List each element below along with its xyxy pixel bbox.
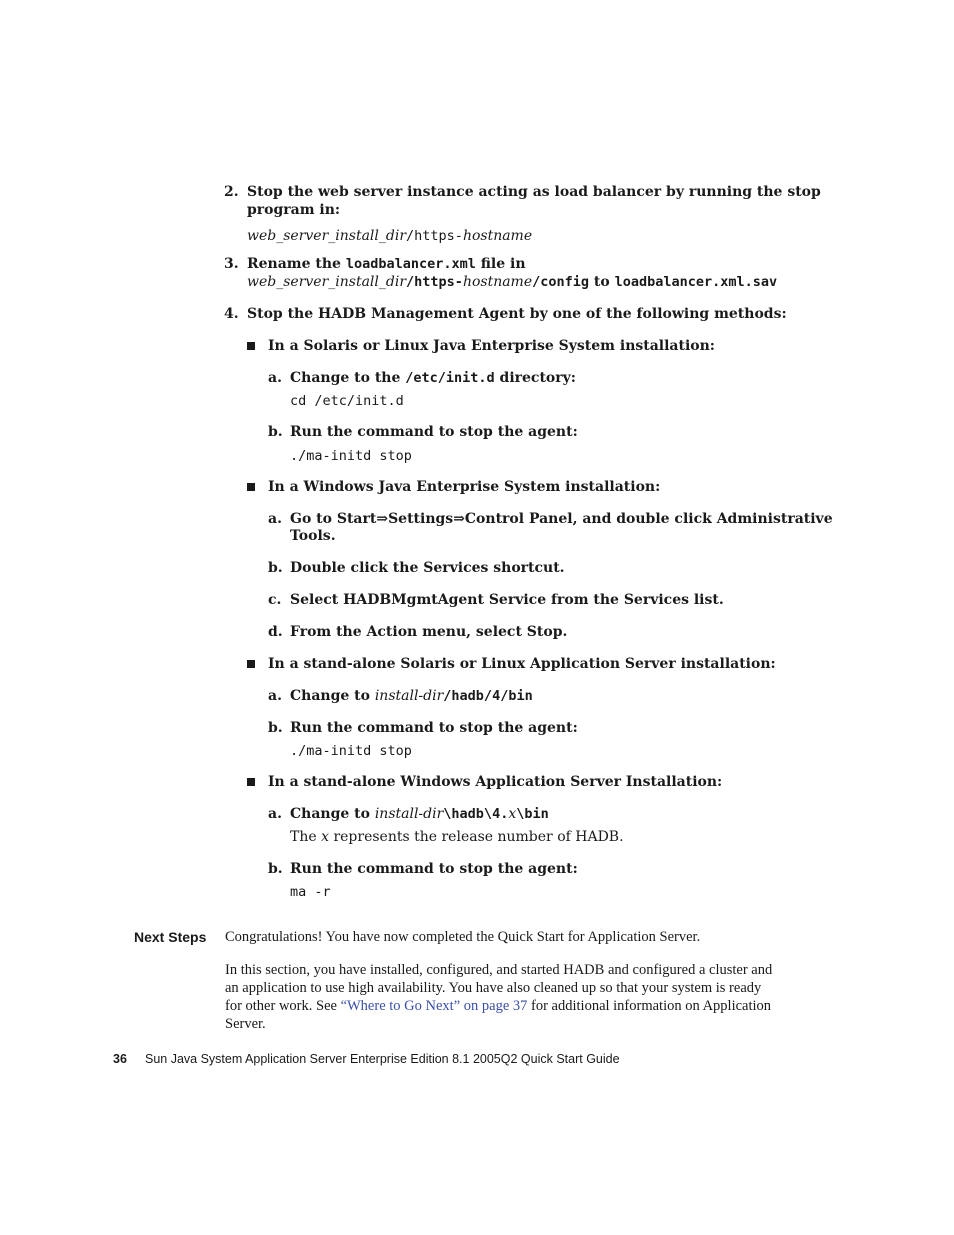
- group-4-a-label: a.: [268, 806, 282, 822]
- g1-a-text-1: Change to the: [290, 370, 406, 386]
- group-4-title: In a stand-alone Windows Application Server Installation:: [268, 774, 723, 790]
- step-3-to: to: [589, 274, 615, 290]
- g4-a-code-2: \bin: [516, 806, 549, 822]
- step-3-text-2: file in: [475, 256, 526, 272]
- group-4-b-command: ma -r: [290, 884, 331, 900]
- next-steps-paragraph-2: [225, 961, 777, 1033]
- next-steps-heading: Next Steps: [134, 929, 207, 945]
- g3-a-code: /hadb/4/bin: [443, 688, 533, 704]
- group-3-title: In a stand-alone Solaris or Linux Application Server installation:: [268, 656, 776, 672]
- g4-a-text: Change to: [290, 806, 375, 822]
- g4-a-code-1: \hadb\4.: [443, 806, 509, 822]
- bullet-icon: [247, 778, 255, 786]
- group-2-title: In a Windows Java Enterprise System installation:: [268, 479, 661, 495]
- g4-note-x: x: [321, 829, 329, 845]
- group-3-a-text: [290, 688, 533, 704]
- step-3-config: /config: [532, 274, 590, 290]
- bullet-icon: [247, 342, 255, 350]
- step-3-newfile: loadbalancer.xml.sav: [614, 274, 778, 290]
- step-2-text-line2: program in:: [247, 202, 341, 218]
- g4-a-x: x: [508, 806, 517, 822]
- group-2-a-line2: Tools.: [290, 528, 336, 544]
- group-1-b-command: ./ma-initd stop: [290, 448, 412, 464]
- step-3-text: Rename the: [247, 256, 346, 272]
- path-https: /https-: [406, 228, 463, 244]
- step-2-text-line1: Stop the web server instance acting as load balancer by running the stop: [247, 184, 821, 200]
- g4-note-1: The: [290, 829, 322, 845]
- path-host: hostname: [462, 228, 533, 244]
- path-dir: web_server_install_dir: [247, 228, 407, 244]
- group-1-a-text: [290, 370, 576, 386]
- group-1-a-label: a.: [268, 370, 282, 386]
- group-4-b-text: Run the command to stop the agent:: [290, 861, 578, 877]
- group-3-b-label: b.: [268, 720, 283, 736]
- group-3-b-command: ./ma-initd stop: [290, 743, 412, 759]
- bullet-icon: [247, 483, 255, 491]
- g3-a-text: Change to: [290, 688, 375, 704]
- group-1-a-command: cd /etc/init.d: [290, 393, 404, 409]
- step-3-file: loadbalancer.xml: [345, 256, 476, 272]
- p2-text-after: for additional information on Application Server.: [225, 998, 772, 1032]
- step-3-dir: web_server_install_dir: [247, 274, 407, 290]
- step-4-number: 4.: [224, 306, 239, 322]
- p2-text: In this section, you have installed, configured, and started HADB and configured a cluster and an application to use high availability. You have also cleaned up so that your system is ready for other work. See: [225, 962, 773, 1014]
- next-steps-paragraph-1: Congratulations! You have now completed the Quick Start for Application Server.: [225, 929, 701, 945]
- footer-title: Sun Java System Application Server Enterprise Edition 8.1 2005Q2 Quick Start Guide: [145, 1052, 620, 1066]
- group-1-b-label: b.: [268, 424, 283, 440]
- group-4-b-label: b.: [268, 861, 283, 877]
- group-2-d-text: From the Action menu, select Stop.: [290, 624, 568, 640]
- step-3-host: hostname: [462, 274, 533, 290]
- g1-a-code: /etc/init.d: [405, 370, 495, 386]
- g4-note-2: represents the release number of HADB.: [329, 829, 624, 845]
- step-4-text: Stop the HADB Management Agent by one of the following methods:: [247, 306, 787, 322]
- g1-a-text-2: directory:: [494, 370, 576, 386]
- step-3-https: /https-: [406, 274, 463, 290]
- group-2-b-text: Double click the Services shortcut.: [290, 560, 565, 576]
- step-2-path: [247, 225, 532, 244]
- group-4-a-note: [290, 829, 624, 845]
- group-2-a-line1: Go to Start⇒Settings⇒Control Panel, and double click Administrative: [290, 511, 833, 527]
- group-3-b-text: Run the command to stop the agent:: [290, 720, 578, 736]
- g4-a-dir: install-dir: [374, 806, 444, 822]
- where-to-go-next-link[interactable]: “Where to Go Next” on page 37: [340, 998, 528, 1014]
- step-3-line2: [247, 274, 777, 290]
- group-2-c-text: Select HADBMgmtAgent Service from the Services list.: [290, 592, 724, 608]
- group-1-b-text: Run the command to stop the agent:: [290, 424, 578, 440]
- step-3-line1: [247, 256, 526, 272]
- group-4-a-text: [290, 806, 549, 822]
- group-2-b-label: b.: [268, 560, 283, 576]
- group-2-a-label: a.: [268, 511, 282, 527]
- group-2-c-label: c.: [268, 592, 282, 608]
- step-3-number: 3.: [224, 256, 239, 272]
- group-1-title: In a Solaris or Linux Java Enterprise System installation:: [268, 338, 715, 354]
- bullet-icon: [247, 660, 255, 668]
- page-number: 36: [113, 1052, 127, 1066]
- g3-a-dir: install-dir: [374, 688, 444, 704]
- step-2-number: 2.: [224, 184, 239, 200]
- group-2-d-label: d.: [268, 624, 283, 640]
- group-3-a-label: a.: [268, 688, 282, 704]
